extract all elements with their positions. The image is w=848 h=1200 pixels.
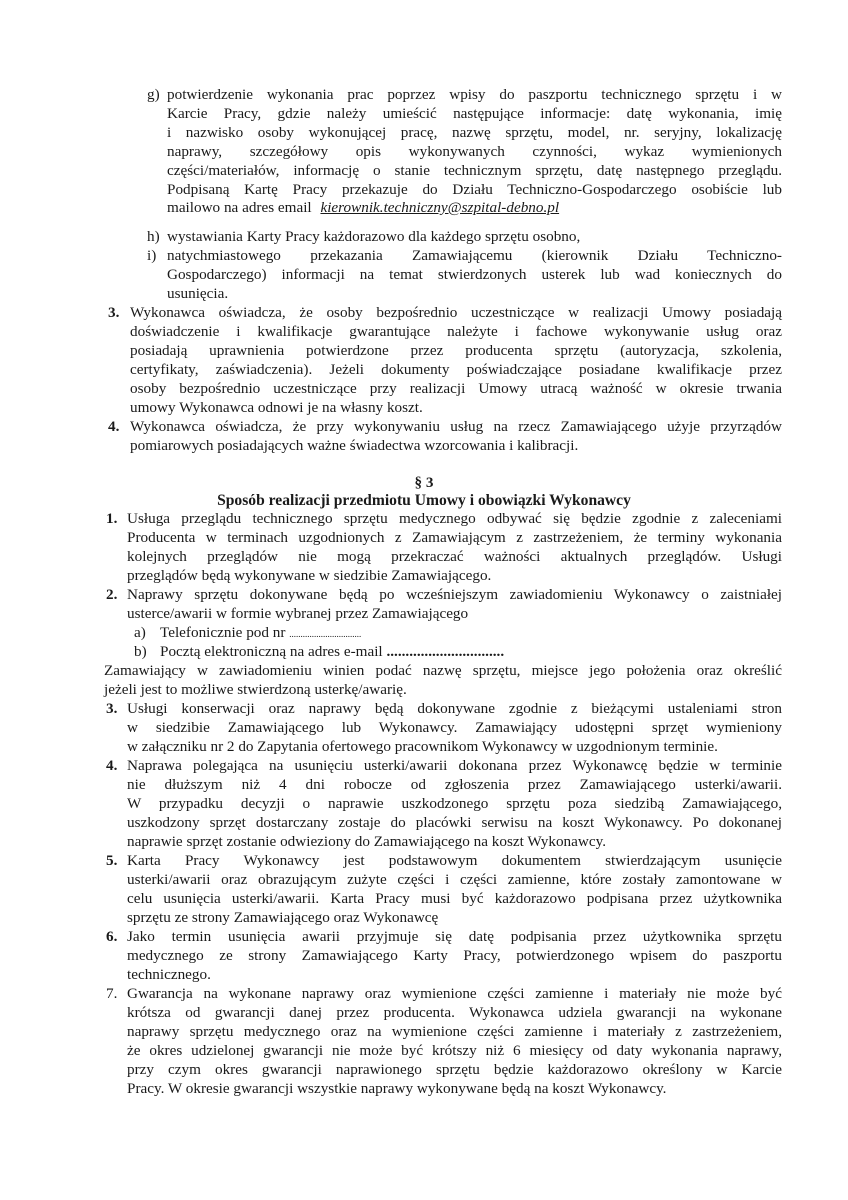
para-4-line: pomiarowych posiadających ważne świadectwa wzorcowania i kalibracji. (130, 437, 579, 454)
s3-1-line: przeglądów będą wykonywane w siedzibie Zamawiającego. (127, 567, 492, 584)
section-number: § 3 (414, 474, 434, 491)
item-g-last-text: mailowo na adres email (167, 199, 312, 216)
item-g-line (167, 199, 559, 216)
s3-6-line: Jako termin usunięcia awarii przyjmuje się datę podpisania przez użytkownika sprzętu (127, 928, 782, 945)
para-3-line: doświadczenie i kwalifikacje gwarantujące należyte i fachowe wykonywanie usług oraz (130, 323, 782, 340)
email-field-line (160, 643, 504, 660)
s3-1-line: Producenta w terminach uzgodnionych z Zamawiającym z zastrzeżeniem, że terminy wykonania (127, 529, 782, 546)
s3-1-line: kolejnych przeglądów nie mogą przekraczać ważności aktualnych przeglądów. Usługi (127, 548, 782, 565)
item-g-line: Podpisaną Kartę Pracy przekazuje do Działu Techniczno-Gospodarczego osobiście lub (167, 181, 782, 198)
item-g-line: części/materiałów, informację o stanie technicznym sprzętu, datę następnego przeglądu. (167, 162, 782, 179)
s3-4-line: Naprawa polegająca na usunięciu usterki/awarii dokonana przez Wykonawcę będzie w terminie (127, 757, 782, 774)
list-marker: i) (147, 247, 157, 264)
para-3-line: posiadają uprawnienia potwierdzone przez producenta sprzętu (autoryzacja, szkolenia, (130, 342, 782, 359)
paragraph-number: 6. (106, 928, 118, 945)
paragraph-number: 4. (108, 418, 120, 435)
email-link[interactable]: kierownik.techniczny@szpital-debno.pl (320, 199, 560, 216)
s3-4-line: uszkodzony sprzęt dostarczany zostaje do placówki serwisu na koszt Wykonawcy. Po dokonanej (127, 814, 782, 831)
s3-2-line: Naprawy sprzętu dokonywane będą po wcześniejszym zawiadomieniu Wykonawcy o zaistniałej (127, 586, 782, 603)
item-g-line: i nazwisko osoby wykonującej pracę, nazwę sprzętu, model, nr. seryjny, lokalizację (167, 124, 782, 141)
paragraph-number: 2. (106, 586, 118, 603)
s3-4-line: nie dłuższym niż 4 dni robocze od zgłoszenia przez Zamawiającego usterki/awarii. (127, 776, 782, 793)
para-3-line: osoby bezpośrednio uczestniczące przy realizacji Umowy utracą ważność w okresie trwania (130, 380, 782, 397)
paragraph-number: 5. (106, 852, 118, 869)
s3-7-line: Gwarancja na wykonane naprawy oraz wymienione części zamienne i materiały nie może być (127, 985, 782, 1002)
list-marker: h) (147, 228, 160, 245)
s3-5-line: Karta Pracy Wykonawcy jest podstawowym dokumentem stwierdzającym usunięcie (127, 852, 782, 869)
item-g-line: potwierdzenie wykonania prac poprzez wpisy do paszportu technicznego sprzętu i w (167, 86, 782, 103)
s3-6-line: medycznego ze strony Zamawiającego Karty Pracy, potwierdzonego wpisem do paszportu (127, 947, 782, 964)
para-3-line: umowy Wykonawca odnowi je na własny koszt. (130, 399, 423, 416)
s3-3-line: w załączniku nr 2 do Zapytania ofertowego pracownikom Wykonawcy w uzgodnionym terminie. (127, 738, 718, 755)
s3-7-line: przy czym okres gwarancji naprawionego sprzętu będzie każdorazowo określony w Karcie (127, 1061, 782, 1078)
list-marker: g) (147, 86, 160, 103)
s3-7-line: naprawy sprzętu medycznego oraz na wymienione części zamienne i materiały z zastrzeżeniem, (127, 1023, 782, 1040)
para-3-line: Wykonawca oświadcza, że osoby bezpośrednio uczestniczące w realizacji Umowy posiadają (130, 304, 782, 321)
list-marker: b) (134, 643, 147, 660)
paragraph-number: 4. (106, 757, 118, 774)
phone-label: Telefonicznie pod nr (160, 624, 286, 641)
item-h-text: wystawiania Karty Pracy każdorazowo dla każdego sprzętu osobno, (167, 228, 581, 245)
item-g-line: Karcie Pracy, gdzie należy umieścić następujące informacje: datę wykonania, imię (167, 105, 782, 122)
s3-7-line: że okres udzielonej gwarancji nie może być krótszy niż 6 miesięcy od daty wykonania naprawy, (127, 1042, 782, 1059)
s3-4-line: W przypadku decyzji o naprawie uszkodzonego sprzętu poza siedzibą Zamawiającego, (127, 795, 782, 812)
paragraph-number: 1. (106, 510, 118, 527)
s3-2-line: usterce/awarii w formie wybranej przez Zamawiającego (127, 605, 469, 622)
email-label: Pocztą elektroniczną na adres e-mail (160, 643, 383, 660)
section-title: Sposób realizacji przedmiotu Umowy i obowiązki Wykonawcy (217, 492, 631, 509)
item-i-line: usunięcia. (167, 285, 229, 302)
s3-5-line: sprzętu ze strony Zamawiającego oraz Wykonawcę (127, 909, 439, 926)
s3-5-line: usterki/awarii oraz obrazującym zużyte części i części zamienne, które zostały zamontowane w (127, 871, 782, 888)
para-3-line: certyfikaty, zaświadczenia). Jeżeli dokumenty poświadczające posiadane kwalifikacje przez (130, 361, 782, 378)
item-g-line: naprawy, szczegółowy opis wykonywanych czynności, wykaz wymienionych (167, 143, 782, 160)
email-blank: ............................... (386, 643, 505, 660)
s3-2-note-line: jeżeli jest to możliwe stwierdzoną usterkę/awarię. (104, 681, 407, 698)
s3-3-line: w siedzibie Zamawiającego lub Wykonawcy. Zamawiający udostępni sprzęt wymieniony (127, 719, 782, 736)
paragraph-number: 3. (106, 700, 118, 717)
s3-7-line: Pracy. W okresie gwarancji wszystkie naprawy wykonywane będą na koszt Wykonawcy. (127, 1080, 667, 1097)
s3-5-line: celu usunięcia usterki/awarii. Karta Pracy musi być każdorazowo podpisana przez użytkownika (127, 890, 782, 907)
s3-4-line: naprawie sprzęt zostanie odwieziony do Zamawiającego na koszt Wykonawcy. (127, 833, 606, 850)
list-marker: a) (134, 624, 146, 641)
s3-6-line: technicznego. (127, 966, 211, 983)
s3-3-line: Usługi konserwacji oraz naprawy będą dokonywane zgodnie z bieżącymi ustaleniami stron (127, 700, 782, 717)
item-i-line: Gospodarczego) informacji na temat stwierdzonych usterek lub wad koniecznych do (167, 266, 782, 283)
phone-blank: ................................ (289, 629, 362, 639)
paragraph-number: 7. (106, 985, 118, 1002)
item-i-line: natychmiastowego przekazania Zamawiającemu (kierownik Działu Techniczno- (167, 247, 782, 264)
s3-7-line: krótsza od gwarancji danej przez producenta. Wykonawca udziela gwarancji na wykonane (127, 1004, 782, 1021)
paragraph-number: 3. (108, 304, 120, 321)
para-4-line: Wykonawca oświadcza, że przy wykonywaniu usług na rzecz Zamawiającego użyje przyrządów (130, 418, 782, 435)
s3-2-note-line: Zamawiający w zawiadomieniu winien podać nazwę sprzętu, miejsce jego położenia oraz określić (104, 662, 782, 679)
phone-field-line (160, 624, 361, 643)
s3-1-line: Usługa przeglądu technicznego sprzętu medycznego odbywać się będzie zgodnie z zaleceniami (127, 510, 782, 527)
